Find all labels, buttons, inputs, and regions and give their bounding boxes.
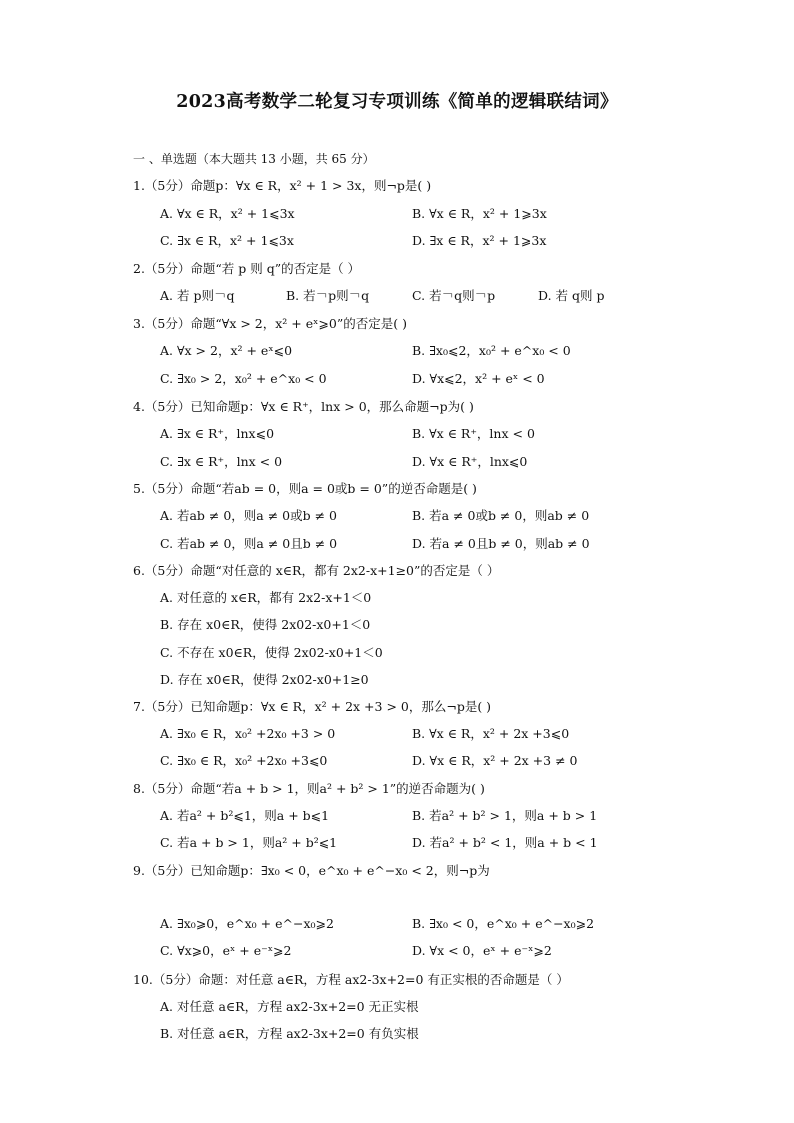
option: A. ∃x₀⩾0，e^x₀ + e^−x₀⩾2 [160,916,334,931]
question-stem: 7.（5分）已知命题p：∀x ∈ R，x² + 2x +3 > 0，那么¬p是( ) [133,699,492,714]
option: A. 若a² + b²⩽1，则a + b⩽1 [160,808,330,823]
question-stem: 9.（5分）已知命题p：∃x₀ < 0，e^x₀ + e^−x₀ < 2，则¬p为 [133,863,490,878]
question-stem: 1.（5分）命题p：∀x ∈ R，x² + 1 > 3x，则¬p是( ) [133,178,432,193]
option: C. 若a + b > 1，则a² + b²⩽1 [160,835,338,850]
option: B. 若￢p则￢q [286,288,370,303]
option: C. ∃x ∈ R，x² + 1⩽3x [160,233,294,248]
option: A. ∀x > 2，x² + eˣ⩽0 [160,343,293,358]
option: A. 对任意的 x∈R，都有 2x2-x+1＜0 [160,590,372,605]
option: A. ∃x₀ ∈ R，x₀² +2x₀ +3 > 0 [160,726,336,741]
option: D. ∀x⩽2，x² + eˣ < 0 [412,371,545,386]
option: D. ∀x < 0，eˣ + e⁻ˣ⩾2 [412,943,552,958]
option: B. 对任意 a∈R，方程 ax2-3x+2=0 有负实根 [160,1026,419,1041]
option: C. ∃x₀ > 2，x₀² + e^x₀ < 0 [160,371,327,386]
option: A. 若 p则￢q [160,288,235,303]
question-stem: 8.（5分）命题“若a + b > 1，则a² + b² > 1”的逆否命题为( ) [133,781,485,796]
option: A. 对任意 a∈R，方程 ax2-3x+2=0 无正实根 [160,999,419,1014]
option: D. ∃x ∈ R，x² + 1⩾3x [412,233,547,248]
option: B. ∃x₀⩽2，x₀² + e^x₀ < 0 [412,343,571,358]
question-stem: 3.（5分）命题“∀x > 2，x² + eˣ⩾0”的否定是( ) [133,316,407,331]
question-stem: 2.（5分）命题“若 p 则 q”的否定是（ ） [133,261,361,276]
option: A. ∃x ∈ R⁺，lnx⩽0 [160,426,275,441]
option: D. 若a ≠ 0且b ≠ 0，则ab ≠ 0 [412,536,590,551]
option: C. 不存在 x0∈R，使得 2x02-x0+1＜0 [160,645,383,660]
option: D. 若a² + b² < 1，则a + b < 1 [412,835,598,850]
option: A. 若ab ≠ 0，则a ≠ 0或b ≠ 0 [160,508,338,523]
option: C. ∃x ∈ R⁺，lnx < 0 [160,454,283,469]
option: C. 若￢q则￢p [412,288,496,303]
option: B. ∀x ∈ R⁺，lnx < 0 [412,426,535,441]
option: B. ∃x₀ < 0，e^x₀ + e^−x₀⩾2 [412,916,595,931]
option: B. 若a ≠ 0或b ≠ 0，则ab ≠ 0 [412,508,590,523]
option: B. 存在 x0∈R，使得 2x02-x0+1＜0 [160,617,371,632]
option: B. ∀x ∈ R，x² + 1⩾3x [412,206,547,221]
option: D. 若 q则 p [538,288,605,303]
question-stem: 4.（5分）已知命题p：∀x ∈ R⁺，lnx > 0，那么命题¬p为( ) [133,399,474,414]
option: D. ∀x ∈ R，x² + 2x +3 ≠ 0 [412,753,578,768]
option: C. 若ab ≠ 0，则a ≠ 0且b ≠ 0 [160,536,338,551]
question-stem: 6.（5分）命题“对任意的 x∈R，都有 2x2-x+1≥0”的否定是（ ） [133,563,500,578]
option: B. ∀x ∈ R，x² + 2x +3⩽0 [412,726,570,741]
option: B. 若a² + b² > 1，则a + b > 1 [412,808,598,823]
section-heading: 一 、单选题（本大题共 13 小题，共 65 分） [133,152,375,166]
option: C. ∀x⩾0，eˣ + e⁻ˣ⩾2 [160,943,292,958]
option: D. 存在 x0∈R，使得 2x02-x0+1≥0 [160,672,369,687]
question-stem: 10.（5分）命题：对任意 a∈R，方程 ax2-3x+2=0 有正实根的否命题是（ ） [133,972,569,987]
question-stem: 5.（5分）命题“若ab = 0，则a = 0或b = 0”的逆否命题是( ) [133,481,477,496]
option: C. ∃x₀ ∈ R，x₀² +2x₀ +3⩽0 [160,753,328,768]
page-title: 2023高考数学二轮复习专项训练《简单的逻辑联结词》 [176,92,618,112]
option: D. ∀x ∈ R⁺，lnx⩽0 [412,454,528,469]
option: A. ∀x ∈ R，x² + 1⩽3x [160,206,295,221]
